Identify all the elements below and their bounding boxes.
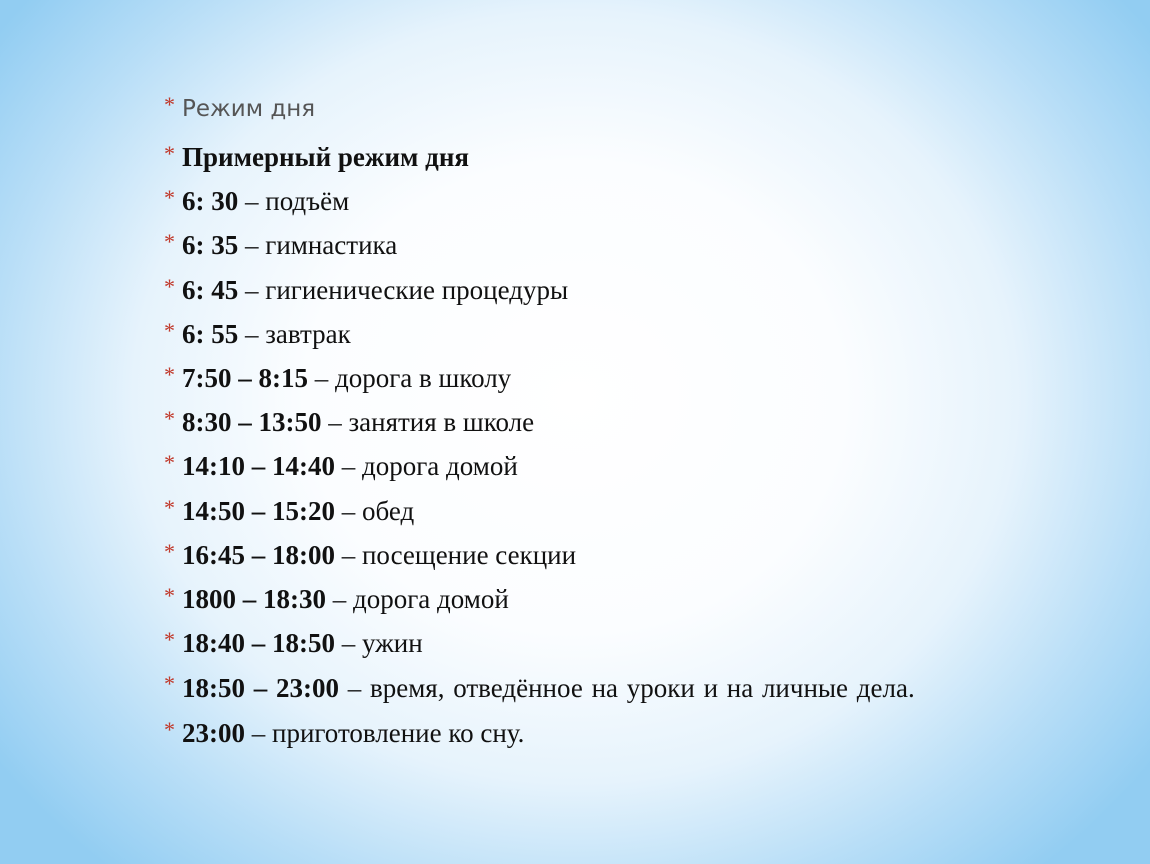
list-item [164, 184, 936, 218]
list-item-time: 14:50 – 15:20 [182, 495, 335, 526]
bullet-asterisk-icon: * [164, 627, 175, 653]
list-item-text [182, 228, 936, 262]
list-item-time: 16:45 – 18:00 [182, 539, 335, 570]
list-item-text [182, 626, 936, 660]
bullet-asterisk-icon: * [164, 185, 175, 211]
list-item [164, 626, 936, 660]
bullet-asterisk-icon: * [164, 317, 175, 343]
list-item-time: 6: 55 [182, 318, 239, 349]
list-item-activity: – ужин [334, 628, 423, 659]
list-item [164, 494, 936, 528]
bullet-asterisk-icon: * [164, 361, 175, 387]
bullet-asterisk-icon: * [164, 273, 175, 299]
bullet-asterisk-icon: * [164, 450, 175, 476]
list-item-time: Примерный режим дня [182, 142, 470, 172]
bullet-asterisk-icon: * [164, 494, 175, 520]
list-item-activity: – завтрак [238, 318, 351, 349]
list-item-activity: – дорога домой [334, 451, 518, 482]
list-item [164, 317, 936, 351]
list-item [164, 228, 936, 262]
list-item-text [182, 582, 936, 616]
list-item [164, 670, 936, 706]
list-item [164, 449, 936, 483]
list-item-time: 8:30 – 13:50 [182, 407, 322, 438]
list-item-text [182, 538, 936, 572]
bullet-asterisk-icon: * [164, 141, 175, 166]
list-item-text [182, 494, 936, 528]
list-item-activity: – подъём [238, 186, 350, 217]
slide-title [164, 92, 315, 126]
list-item-text [182, 716, 936, 750]
list-item-text [182, 273, 936, 307]
bullet-asterisk-icon: * [164, 92, 175, 117]
bullet-asterisk-icon: * [164, 538, 175, 564]
list-item-time: 1800 – 18:30 [182, 583, 326, 614]
list-item [164, 140, 936, 174]
list-item-time: 7:50 – 8:15 [182, 362, 308, 393]
slide-title-text: Режим дня [182, 96, 316, 122]
list-item-activity: – обед [334, 495, 415, 526]
list-item [164, 361, 936, 395]
list-item-text [182, 670, 936, 706]
list-item-time: 6: 45 [182, 274, 239, 305]
bullet-asterisk-icon: * [164, 582, 175, 608]
list-item-activity: – посещение секции [334, 539, 577, 570]
list-item [164, 273, 936, 307]
bullet-asterisk-icon: * [164, 671, 175, 697]
list-item-time: 23:00 [182, 718, 245, 749]
list-item-time: 6: 35 [182, 230, 239, 261]
list-item-text [182, 140, 936, 174]
list-item-text [182, 317, 936, 351]
list-item-time: 14:10 – 14:40 [182, 451, 335, 482]
list-item-time: 18:40 – 18:50 [182, 628, 335, 659]
list-item-activity: – время, отведённое на уроки и на личные дела. [338, 673, 915, 704]
list-item-text [182, 184, 936, 218]
list-item-text [182, 361, 936, 395]
list-item-activity: – дорога домой [326, 583, 509, 614]
list-item-activity: – приготовление ко сну. [245, 718, 525, 749]
list-item-activity: – гигиенические процедуры [238, 274, 569, 305]
list-item [164, 405, 936, 439]
bullet-asterisk-icon: * [164, 406, 175, 432]
list-item-activity: – гимнастика [238, 230, 398, 261]
list-item-text [182, 449, 936, 483]
list-item-time: 6: 30 [182, 186, 239, 217]
bullet-asterisk-icon: * [164, 717, 175, 743]
list-item-time: 18:50 – 23:00 [182, 673, 339, 704]
schedule-list [164, 140, 936, 761]
list-item [164, 538, 936, 572]
list-item [164, 716, 936, 750]
list-item-activity: – дорога в школу [307, 362, 512, 393]
list-item-activity: – занятия в школе [321, 407, 535, 438]
list-item-text [182, 405, 936, 439]
list-item [164, 582, 936, 616]
bullet-asterisk-icon: * [164, 229, 175, 255]
